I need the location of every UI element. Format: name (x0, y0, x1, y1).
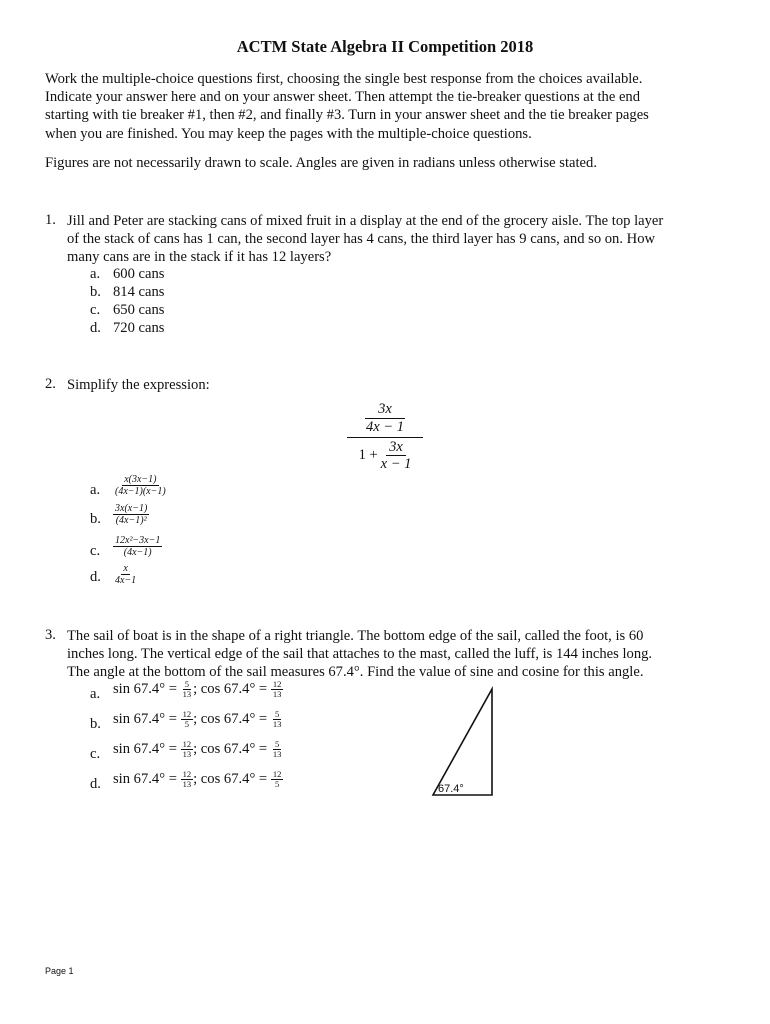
inner-denominator: 4x − 1 (366, 419, 404, 435)
fraction-numerator: 5 (274, 739, 280, 749)
q3-option-b-letter: b. (90, 716, 101, 732)
fraction-denominator: 13 (182, 749, 192, 760)
fraction-numerator: 12 (182, 739, 192, 749)
q1-option-d: 720 cans (113, 320, 165, 336)
sub-numerator: 3x (386, 439, 406, 456)
q3-option-d-letter: d. (90, 776, 101, 792)
fraction-denominator: (4x−1)(x−1) (115, 486, 166, 497)
intro-line: starting with tie breaker #1, then #2, and finally #3. Turn in your answer sheet and the tie breaker pages (45, 107, 649, 124)
question-3-text (67, 627, 737, 682)
cos-label: ; cos 67.4° = (193, 771, 268, 788)
cos-label: ; cos 67.4° = (193, 741, 268, 758)
right-triangle-figure (425, 682, 500, 802)
question-line: The sail of boat is in the shape of a right triangle. The bottom edge of the sail, called the foot, is 60 (67, 628, 644, 644)
fraction-denominator: 13 (272, 719, 282, 730)
page-title: ACTM State Algebra II Competition 2018 (236, 37, 534, 56)
fraction-numerator: x (123, 563, 128, 574)
q3-option-b (113, 710, 283, 730)
fraction-denominator: 5 (184, 719, 189, 730)
q2-option-a-letter: a. (90, 482, 101, 498)
q2-option-a (113, 474, 168, 497)
fraction-denominator: 13 (182, 779, 192, 790)
fraction-denominator: 4x−1 (115, 575, 137, 586)
intro-line: when you are finished. You may keep the pages with the multiple-choice questions. (45, 125, 532, 142)
fraction-numerator: x(3x−1) (124, 474, 157, 485)
q1-option-c-letter: c. (90, 302, 101, 318)
fraction-numerator: 5 (274, 709, 280, 719)
question-1-text (67, 212, 737, 267)
page-number: Page 1 (45, 966, 74, 976)
sin-label: sin 67.4° = (113, 771, 177, 788)
fraction-numerator: 12 (272, 769, 282, 779)
question-2-text: Simplify the expression: (67, 377, 210, 393)
intro-line: Indicate your answer here and on your answer sheet. Then attempt the tie-breaker questions at the end (45, 89, 641, 106)
inner-numerator: 3x (365, 401, 405, 419)
sin-label: sin 67.4° = (113, 711, 177, 728)
question-2-number: 2. (45, 376, 56, 392)
q2-option-b (113, 503, 149, 526)
intro-paragraph (45, 70, 735, 143)
fraction-numerator: 12 (182, 769, 192, 779)
q2-option-c (113, 535, 162, 558)
question-line: inches long. The vertical edge of the sail that attaches to the mast, called the luff, is 144 inches long. (67, 646, 653, 663)
q3-option-d (113, 770, 283, 790)
question-line: many cans are in the stack if it has 12 layers? (67, 249, 332, 266)
angle-label: 67.4° (438, 783, 464, 795)
sin-label: sin 67.4° = (113, 681, 177, 698)
cos-label: ; cos 67.4° = (193, 681, 268, 698)
figures-note: Figures are not necessarily drawn to scale. Angles are given in radians unless otherwise stated. (45, 155, 597, 171)
fraction-denominator: 5 (274, 779, 280, 790)
fraction-denominator: (4x−1)² (115, 515, 147, 526)
sub-denominator: x − 1 (380, 456, 412, 472)
triangle-shape (433, 689, 492, 795)
question-1-number: 1. (45, 212, 56, 228)
intro-line: Work the multiple-choice questions first, choosing the single best response from the choices available. (45, 71, 643, 87)
sin-label: sin 67.4° = (113, 741, 177, 758)
main-fraction-bar (347, 437, 423, 438)
q3-option-c-letter: c. (90, 746, 101, 762)
q3-option-c (113, 740, 283, 760)
q1-option-b-letter: b. (90, 284, 101, 300)
q3-option-a-letter: a. (90, 686, 101, 702)
q3-option-a (113, 680, 283, 700)
question-line: Jill and Peter are stacking cans of mixed fruit in a display at the end of the grocery aisle. The top layer (67, 213, 664, 229)
fraction-denominator: 13 (182, 689, 192, 700)
fraction-denominator: (4x−1) (123, 547, 152, 558)
complex-fraction (345, 401, 425, 472)
one-plus: 1 + (358, 447, 378, 463)
fraction-denominator: 13 (272, 689, 282, 700)
fraction-denominator: 13 (272, 749, 282, 760)
q2-option-b-letter: b. (90, 511, 101, 527)
fraction-numerator: 3x(x−1) (115, 503, 148, 514)
fraction-numerator: 12x²−3x−1 (115, 535, 161, 546)
q2-option-d-letter: d. (90, 569, 101, 585)
cos-label: ; cos 67.4° = (193, 711, 268, 728)
q1-option-a: 600 cans (113, 266, 165, 282)
fraction-numerator: 5 (184, 679, 189, 689)
q1-option-d-letter: d. (90, 320, 101, 336)
q2-option-d (113, 563, 138, 586)
fraction-numerator: 12 (272, 679, 282, 689)
q1-option-c: 650 cans (113, 302, 165, 318)
q2-option-c-letter: c. (90, 543, 101, 559)
q1-option-a-letter: a. (90, 266, 101, 282)
question-line: The angle at the bottom of the sail measures 67.4°. Find the value of sine and cosine for this angle. (67, 664, 644, 681)
question-line: of the stack of cans has 1 can, the second layer has 4 cans, the third layer has 9 cans, and so on. How (67, 231, 656, 248)
question-3-number: 3. (45, 627, 56, 643)
q1-option-b: 814 cans (113, 284, 165, 300)
fraction-numerator: 12 (182, 709, 192, 719)
